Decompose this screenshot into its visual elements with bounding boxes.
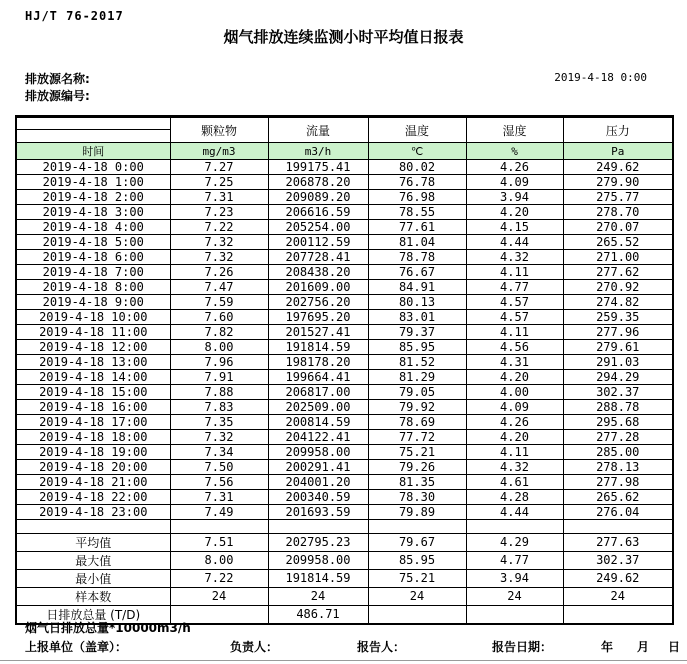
footer-note: 烟气日排放总量*10000m3/h: [25, 621, 191, 635]
value-cell: 4.44: [466, 235, 563, 250]
time-cell: 2019-4-18 18:00: [16, 430, 170, 445]
value-cell: 7.32: [170, 250, 268, 265]
value-cell: 279.61: [563, 340, 673, 355]
value-cell: 4.20: [466, 430, 563, 445]
empty-cell: [466, 520, 563, 534]
value-cell: 83.01: [368, 310, 466, 325]
unit-humidity: %: [466, 143, 563, 160]
table-row: [16, 235, 673, 250]
time-cell: 2019-4-18 19:00: [16, 445, 170, 460]
empty-cell: [268, 520, 368, 534]
value-cell: 76.78: [368, 175, 466, 190]
value-cell: 7.27: [170, 160, 268, 175]
summary-value: 24: [466, 587, 563, 605]
table-row: [16, 325, 673, 340]
value-cell: 4.77: [466, 280, 563, 295]
summary-value: 7.51: [170, 533, 268, 551]
value-cell: 7.83: [170, 400, 268, 415]
report-datetime: 2019-4-18 0:00: [554, 71, 647, 84]
value-cell: 198178.20: [268, 355, 368, 370]
page-title: 烟气排放连续监测小时平均值日报表: [223, 28, 464, 46]
value-cell: 276.04: [563, 505, 673, 520]
time-cell: 2019-4-18 2:00: [16, 190, 170, 205]
summary-row: [16, 533, 673, 551]
unit-pressure: Pa: [563, 143, 673, 160]
summary-value: 4.77: [466, 551, 563, 569]
value-cell: 4.61: [466, 475, 563, 490]
table-row: [16, 505, 673, 520]
summary-value: 24: [368, 587, 466, 605]
value-cell: 4.31: [466, 355, 563, 370]
report-date-label: 报告日期：: [492, 640, 553, 654]
value-cell: 80.13: [368, 295, 466, 310]
time-cell: 2019-4-18 20:00: [16, 460, 170, 475]
unit-temperature: ℃: [368, 143, 466, 160]
value-cell: 199175.41: [268, 160, 368, 175]
empty-cell: [368, 520, 466, 534]
table-row: [16, 295, 673, 310]
table-row: [16, 460, 673, 475]
value-cell: 207728.41: [268, 250, 368, 265]
col-header-humidity: 湿度: [466, 117, 563, 143]
value-cell: 7.23: [170, 205, 268, 220]
value-cell: 201527.41: [268, 325, 368, 340]
value-cell: 7.49: [170, 505, 268, 520]
summary-value: 85.95: [368, 551, 466, 569]
value-cell: 4.26: [466, 160, 563, 175]
value-cell: 208438.20: [268, 265, 368, 280]
value-cell: 271.00: [563, 250, 673, 265]
value-cell: 4.44: [466, 505, 563, 520]
summary-value: 209958.00: [268, 551, 368, 569]
value-cell: 202509.00: [268, 400, 368, 415]
value-cell: 78.69: [368, 415, 466, 430]
value-cell: 206616.59: [268, 205, 368, 220]
value-cell: 78.78: [368, 250, 466, 265]
source-name-label: 排放源名称:: [25, 72, 90, 86]
time-cell: 2019-4-18 11:00: [16, 325, 170, 340]
table-row: [16, 190, 673, 205]
summary-value: 79.67: [368, 533, 466, 551]
value-cell: 7.26: [170, 265, 268, 280]
spacer-row: [16, 520, 673, 534]
value-cell: 79.26: [368, 460, 466, 475]
value-cell: 7.31: [170, 190, 268, 205]
value-cell: 7.88: [170, 385, 268, 400]
value-cell: 206878.20: [268, 175, 368, 190]
time-cell: 2019-4-18 7:00: [16, 265, 170, 280]
time-cell: 2019-4-18 16:00: [16, 400, 170, 415]
value-cell: 270.07: [563, 220, 673, 235]
summary-value: 24: [563, 587, 673, 605]
year-label: 年: [601, 640, 614, 654]
value-cell: 277.98: [563, 475, 673, 490]
value-cell: 81.52: [368, 355, 466, 370]
value-cell: 197695.20: [268, 310, 368, 325]
table-row: [16, 355, 673, 370]
table-row: [16, 385, 673, 400]
table-row: [16, 310, 673, 325]
empty-cell: [16, 520, 170, 534]
value-cell: 4.20: [466, 205, 563, 220]
time-cell: 2019-4-18 23:00: [16, 505, 170, 520]
table-row: [16, 175, 673, 190]
table-row: [16, 160, 673, 175]
summary-label: 最大值: [16, 551, 170, 569]
summary-value: [368, 605, 466, 624]
summary-value: 75.21: [368, 569, 466, 587]
value-cell: 7.31: [170, 490, 268, 505]
time-cell: 2019-4-18 3:00: [16, 205, 170, 220]
value-cell: 85.95: [368, 340, 466, 355]
reporter-label: 报告人：: [357, 640, 406, 654]
summary-value: [466, 605, 563, 624]
summary-label: 样本数: [16, 587, 170, 605]
value-cell: 81.29: [368, 370, 466, 385]
col-header-pressure: 压力: [563, 117, 673, 143]
summary-value: 277.63: [563, 533, 673, 551]
value-cell: 277.96: [563, 325, 673, 340]
value-cell: 202756.20: [268, 295, 368, 310]
summary-rows: [16, 533, 673, 624]
time-cell: 2019-4-18 1:00: [16, 175, 170, 190]
value-cell: 7.25: [170, 175, 268, 190]
summary-row: [16, 587, 673, 605]
table-row: [16, 415, 673, 430]
time-cell: 2019-4-18 4:00: [16, 220, 170, 235]
value-cell: 4.09: [466, 400, 563, 415]
value-cell: 75.21: [368, 445, 466, 460]
value-cell: 4.20: [466, 370, 563, 385]
table-row: [16, 280, 673, 295]
value-cell: 302.37: [563, 385, 673, 400]
data-rows: [16, 160, 673, 534]
unit-particulate: mg/m3: [170, 143, 268, 160]
bottom-divider: [0, 660, 687, 661]
value-cell: 4.32: [466, 250, 563, 265]
time-cell: 2019-4-18 21:00: [16, 475, 170, 490]
value-cell: 285.00: [563, 445, 673, 460]
value-cell: 274.82: [563, 295, 673, 310]
value-cell: 294.29: [563, 370, 673, 385]
value-cell: 76.98: [368, 190, 466, 205]
value-cell: 78.30: [368, 490, 466, 505]
col-header-temperature: 温度: [368, 117, 466, 143]
value-cell: 4.11: [466, 265, 563, 280]
summary-value: 24: [170, 587, 268, 605]
time-cell: 2019-4-18 5:00: [16, 235, 170, 250]
value-cell: 79.37: [368, 325, 466, 340]
standard-code: HJ/T 76-2017: [25, 9, 124, 23]
time-header: 时间: [16, 143, 170, 160]
table-row: [16, 400, 673, 415]
summary-value: 24: [268, 587, 368, 605]
time-cell: 2019-4-18 22:00: [16, 490, 170, 505]
value-cell: 4.15: [466, 220, 563, 235]
value-cell: 206817.00: [268, 385, 368, 400]
value-cell: 4.32: [466, 460, 563, 475]
value-cell: 81.35: [368, 475, 466, 490]
value-cell: 4.11: [466, 445, 563, 460]
value-cell: 4.09: [466, 175, 563, 190]
summary-label: 平均值: [16, 533, 170, 551]
value-cell: 79.89: [368, 505, 466, 520]
value-cell: 249.62: [563, 160, 673, 175]
time-cell: 2019-4-18 13:00: [16, 355, 170, 370]
value-cell: 275.77: [563, 190, 673, 205]
value-cell: 4.57: [466, 295, 563, 310]
summary-value: 4.29: [466, 533, 563, 551]
value-cell: 7.50: [170, 460, 268, 475]
value-cell: 204122.41: [268, 430, 368, 445]
value-cell: 7.91: [170, 370, 268, 385]
value-cell: 288.78: [563, 400, 673, 415]
value-cell: 79.05: [368, 385, 466, 400]
table-row: [16, 205, 673, 220]
value-cell: 3.94: [466, 190, 563, 205]
time-cell: 2019-4-18 0:00: [16, 160, 170, 175]
table-row: [16, 265, 673, 280]
summary-label: 日排放总量 (T/D): [16, 605, 170, 624]
value-cell: 4.00: [466, 385, 563, 400]
col-header-flow: 流量: [268, 117, 368, 143]
value-cell: 295.68: [563, 415, 673, 430]
value-cell: 7.96: [170, 355, 268, 370]
value-cell: 7.59: [170, 295, 268, 310]
unit-flow: m3/h: [268, 143, 368, 160]
value-cell: 209089.20: [268, 190, 368, 205]
table-row: [16, 370, 673, 385]
table-row: [16, 250, 673, 265]
value-cell: 79.92: [368, 400, 466, 415]
value-cell: 200112.59: [268, 235, 368, 250]
summary-value: 202795.23: [268, 533, 368, 551]
month-label: 月: [637, 640, 650, 654]
value-cell: 77.72: [368, 430, 466, 445]
table-row: [16, 490, 673, 505]
time-cell: 2019-4-18 6:00: [16, 250, 170, 265]
value-cell: 200340.59: [268, 490, 368, 505]
value-cell: 278.13: [563, 460, 673, 475]
data-table: [15, 115, 674, 625]
table-row: [16, 445, 673, 460]
value-cell: 277.62: [563, 265, 673, 280]
summary-value: 8.00: [170, 551, 268, 569]
summary-value: 7.22: [170, 569, 268, 587]
value-cell: 81.04: [368, 235, 466, 250]
value-cell: 191814.59: [268, 340, 368, 355]
time-cell: 2019-4-18 10:00: [16, 310, 170, 325]
value-cell: 259.35: [563, 310, 673, 325]
empty-cell: [170, 520, 268, 534]
value-cell: 4.28: [466, 490, 563, 505]
value-cell: 205254.00: [268, 220, 368, 235]
value-cell: 7.22: [170, 220, 268, 235]
summary-value: 3.94: [466, 569, 563, 587]
time-cell: 2019-4-18 12:00: [16, 340, 170, 355]
value-cell: 7.32: [170, 430, 268, 445]
value-cell: 78.55: [368, 205, 466, 220]
time-cell: 2019-4-18 15:00: [16, 385, 170, 400]
value-cell: 265.62: [563, 490, 673, 505]
value-cell: 270.92: [563, 280, 673, 295]
value-cell: 7.60: [170, 310, 268, 325]
value-cell: 4.26: [466, 415, 563, 430]
value-cell: 7.35: [170, 415, 268, 430]
value-cell: 4.11: [466, 325, 563, 340]
value-cell: 77.61: [368, 220, 466, 235]
summary-row: [16, 569, 673, 587]
value-cell: 200814.59: [268, 415, 368, 430]
col-header-particulate: 颗粒物: [170, 117, 268, 143]
corner-cell-top: [16, 117, 170, 130]
time-cell: 2019-4-18 8:00: [16, 280, 170, 295]
value-cell: 8.00: [170, 340, 268, 355]
value-cell: 265.52: [563, 235, 673, 250]
table-row: [16, 475, 673, 490]
value-cell: 204001.20: [268, 475, 368, 490]
value-cell: 291.03: [563, 355, 673, 370]
time-cell: 2019-4-18 9:00: [16, 295, 170, 310]
time-cell: 2019-4-18 17:00: [16, 415, 170, 430]
value-cell: 7.47: [170, 280, 268, 295]
summary-value: 249.62: [563, 569, 673, 587]
time-cell: 2019-4-18 14:00: [16, 370, 170, 385]
value-cell: 201693.59: [268, 505, 368, 520]
summary-value: 302.37: [563, 551, 673, 569]
table-row: [16, 220, 673, 235]
table-row: [16, 430, 673, 445]
day-label: 日: [668, 640, 681, 654]
value-cell: 201609.00: [268, 280, 368, 295]
footer-signature-line: [0, 638, 687, 654]
value-cell: 7.82: [170, 325, 268, 340]
value-cell: 278.70: [563, 205, 673, 220]
value-cell: 199664.41: [268, 370, 368, 385]
summary-value: [563, 605, 673, 624]
corner-cell-bottom: [16, 130, 170, 143]
empty-cell: [563, 520, 673, 534]
value-cell: 7.32: [170, 235, 268, 250]
value-cell: 76.67: [368, 265, 466, 280]
summary-label: 最小值: [16, 569, 170, 587]
responsible-label: 负责人：: [230, 640, 279, 654]
value-cell: 4.57: [466, 310, 563, 325]
summary-row: [16, 551, 673, 569]
value-cell: 277.28: [563, 430, 673, 445]
source-id-label: 排放源编号:: [25, 89, 90, 103]
value-cell: 4.56: [466, 340, 563, 355]
report-unit-label: 上报单位（盖章）：: [25, 640, 128, 654]
value-cell: 7.34: [170, 445, 268, 460]
value-cell: 7.56: [170, 475, 268, 490]
value-cell: 80.02: [368, 160, 466, 175]
value-cell: 279.90: [563, 175, 673, 190]
value-cell: 200291.41: [268, 460, 368, 475]
value-cell: 84.91: [368, 280, 466, 295]
summary-value: 191814.59: [268, 569, 368, 587]
table-row: [16, 340, 673, 355]
summary-value: 486.71: [268, 605, 368, 624]
value-cell: 209958.00: [268, 445, 368, 460]
